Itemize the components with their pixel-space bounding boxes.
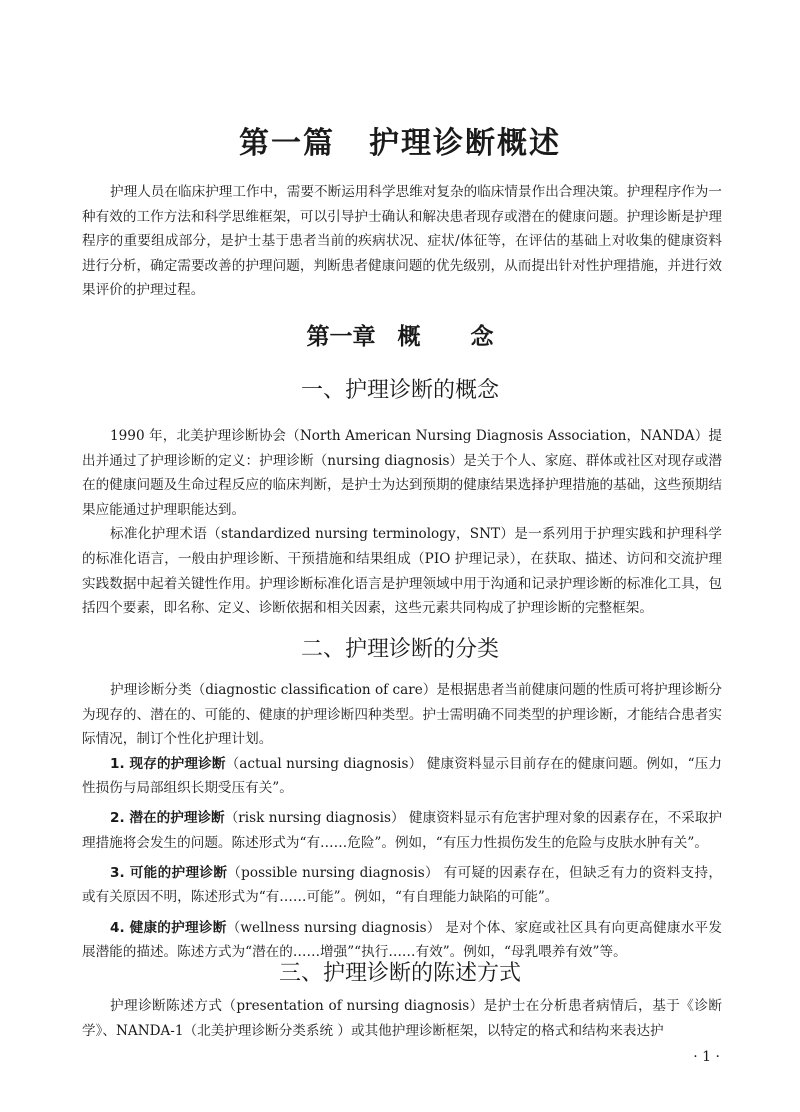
diagnosis-type-text: （possible nursing diagnosis） 有可疑的因素存在，但缺乏有力的资料支持，或有关原因不明，陈述形式为“有……可能”。例如，“有自理能力缺陷的可能”。 xyxy=(82,864,722,906)
diagnosis-type-item xyxy=(82,752,722,801)
chapter-name-char1: 概 xyxy=(397,324,421,350)
section-2-paragraph-1: 护理诊断分类（diagnostic classification of care）是根据患者当前健康问题的性质可将护理诊断分为现存的、潜在的、可能的、健康的护理诊断四种类型。护士需明确不同类型的护理诊断，才能结合患者实际情况，制订个性化护理计划。 xyxy=(82,682,722,748)
section-3-body xyxy=(82,994,722,1043)
section-1-paragraph-1: 1990 年，北美护理诊断协会（North American Nursing Diagnosis Association，NANDA）提出并通过了护理诊断的定义：护理诊断（nursing diagnosis）是关于个人、家庭、群体或社区对现存或潜在的健康问题及生命过程反应的临床判断，是护士为达到预期的健康结果选择护理措施的基础，这些预期结果应能通过护理职能达到。 xyxy=(82,428,722,518)
intro-paragraph: 护理人员在临床护理工作中，需要不断运用科学思维对复杂的临床情景作出合理决策。护理程序作为一种有效的工作方法和科学思维框架，可以引导护士确认和解决患者现存或潜在的健康问题。护理诊断是护理程序的重要组成部分，是护士基于患者当前的疾病状况、症状/体征等，在评估的基础上对收集的健康资料进行分析，确定需要改善的护理问题，判断患者健康问题的优先级别，从而提出针对性护理措施，并进行效果评价的护理过程。 xyxy=(82,184,722,299)
diagnosis-type-text: （actual nursing diagnosis） 健康资料显示目前存在的健康问题。例如，“压力性损伤与局部组织长期受压有关”。 xyxy=(82,755,722,797)
section-1-title: 一、护理诊断的概念 xyxy=(300,378,499,403)
diagnosis-type-term: 1. 现存的护理诊断 xyxy=(110,755,226,772)
chapter-title xyxy=(0,318,800,351)
section-2-title: 二、护理诊断的分类 xyxy=(300,637,499,662)
section-3-paragraph-1: 护理诊断陈述方式（presentation of nursing diagnosis）是护士在分析患者病情后，基于《诊断学》、NANDA-1（北美护理诊断分类系统 ）或其他护理诊断框架，以特定的格式和结构来表达护 xyxy=(82,998,722,1039)
intro-block xyxy=(82,180,722,303)
page-number: · 1 · xyxy=(693,1049,720,1065)
diagnosis-type-term: 2. 潜在的护理诊断 xyxy=(110,810,225,827)
section-1-body xyxy=(82,424,722,621)
diagnosis-type-term: 4. 健康的护理诊断 xyxy=(110,919,227,936)
part-title xyxy=(0,118,800,162)
diagnosis-type-term: 3. 可能的护理诊断 xyxy=(110,864,228,881)
diagnosis-type-text: （risk nursing diagnosis） 健康资料显示有危害护理对象的因素存在，不采取护理措施将会发生的问题。陈述形式为“有……危险”。例如，“有压力性损伤发生的危险与皮肤水肿有关”。 xyxy=(82,810,723,851)
section-2-body xyxy=(82,678,722,964)
part-name: 护理诊断概述 xyxy=(369,126,561,161)
diagnosis-type-text: （wellness nursing diagnosis） 是对个体、家庭或社区具有向更高健康水平发展潜能的描述。陈述方式为“潜在的……增强”“执行……有效”。例如，“母乳喂养有效”等。 xyxy=(82,919,722,960)
section-3-title: 三、护理诊断的陈述方式 xyxy=(278,961,521,986)
section-1-paragraph-2: 标准化护理术语（standardized nursing terminology，SNT）是一系列用于护理实践和护理科学的标准化语言，一般由护理诊断、干预措施和结果组成（PIO 护理记录），在获取、描述、访问和交流护理实践数据中起着关键性作用。护理诊断标准化语言是护理领域中用于沟通和记录护理诊断的标准化工具，包括四个要素，即名称、定义、诊断依据和相关因素，这些元素共同构成了护理诊断的完整框架。 xyxy=(82,526,722,617)
diagnosis-type-item xyxy=(82,806,722,855)
chapter-number: 第一章 xyxy=(306,324,376,350)
part-number: 第一篇 xyxy=(239,126,335,161)
chapter-name-char2: 念 xyxy=(470,324,494,350)
diagnosis-type-item xyxy=(82,861,722,910)
